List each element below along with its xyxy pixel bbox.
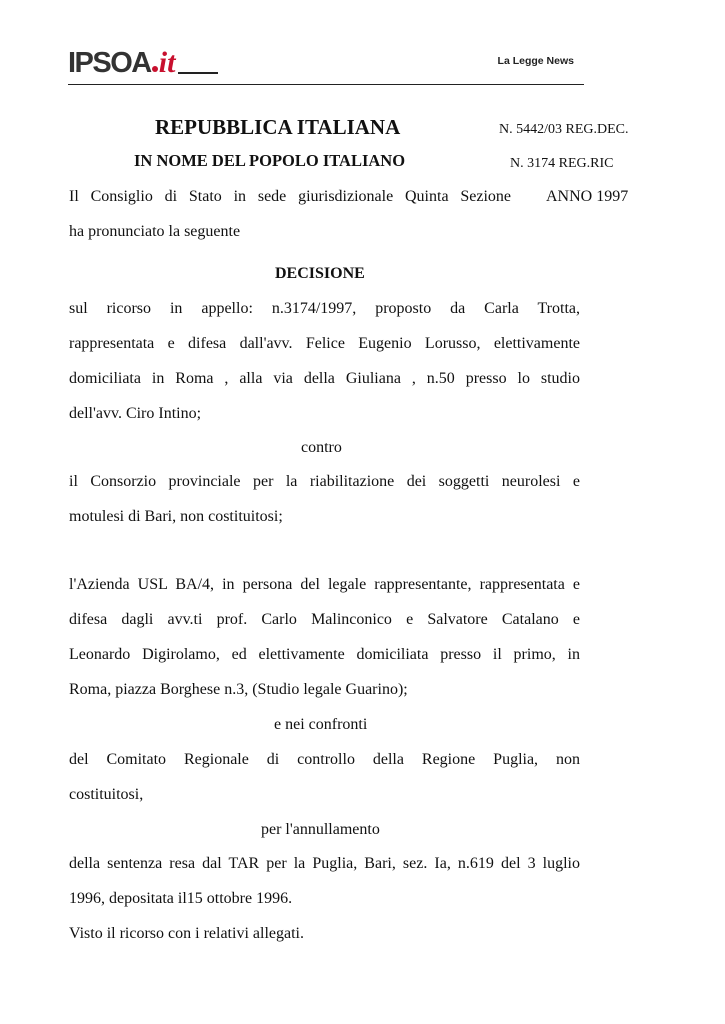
logo-dot-icon bbox=[152, 66, 158, 72]
paragraph-line: sul ricorso in appello: n.3174/1997, proposto da Carla Trotta, bbox=[69, 300, 580, 317]
paragraph-line: del Comitato Regionale di controllo della Regione Puglia, non bbox=[69, 751, 580, 768]
annullamento-label: per l'annullamento bbox=[261, 821, 380, 838]
anno-label: ANNO 1997 bbox=[546, 188, 629, 205]
paragraph-line: domiciliata in Roma , alla via della Giuliana , n.50 presso lo studio bbox=[69, 370, 580, 387]
paragraph-line: rappresentata e difesa dall'avv. Felice Eugenio Lorusso, elettivamente bbox=[69, 335, 580, 352]
paragraph-line: difesa dagli avv.ti prof. Carlo Malinconico e Salvatore Catalano e bbox=[69, 611, 580, 628]
ipsoa-logo bbox=[68, 44, 218, 78]
paragraph-line: della sentenza resa dal TAR per la Puglia, Bari, sez. Ia, n.619 del 3 luglio bbox=[69, 855, 580, 872]
confronti-label: e nei confronti bbox=[274, 716, 368, 733]
contro-label: contro bbox=[301, 439, 342, 456]
republic-title: REPUBBLICA ITALIANA bbox=[155, 115, 401, 139]
logo-text: IPSOA bbox=[68, 47, 151, 79]
page-header bbox=[68, 40, 584, 85]
decisione-heading: DECISIONE bbox=[275, 265, 365, 282]
paragraph-line: il Consorzio provinciale per la riabilitazione dei soggetti neurolesi e bbox=[69, 473, 580, 490]
paragraph-line: Roma, piazza Borghese n.3, (Studio legale Guarino); bbox=[69, 681, 408, 698]
logo-suffix: it bbox=[158, 46, 176, 79]
header-label: La Legge News bbox=[497, 55, 574, 67]
visto-line: Visto il ricorso con i relativi allegati. bbox=[69, 925, 304, 942]
consiglio-line: Il Consiglio di Stato in sede giurisdizionale Quinta Sezione bbox=[69, 188, 511, 205]
paragraph-line: l'Azienda USL BA/4, in persona del legale rappresentante, rappresentata e bbox=[69, 576, 580, 593]
reg-ric-number: N. 3174 REG.RIC bbox=[510, 156, 614, 171]
reg-dec-number: N. 5442/03 REG.DEC. bbox=[499, 122, 629, 137]
paragraph-line: motulesi di Bari, non costituitosi; bbox=[69, 508, 283, 525]
pronunciato-line: ha pronunciato la seguente bbox=[69, 223, 241, 240]
paragraph-line: 1996, depositata il15 ottobre 1996. bbox=[69, 890, 293, 907]
in-nome-title: IN NOME DEL POPOLO ITALIANO bbox=[134, 151, 406, 170]
paragraph-line: costituitosi, bbox=[69, 786, 144, 803]
paragraph-line: dell'avv. Ciro Intino; bbox=[69, 405, 202, 422]
paragraph-line: Leonardo Digirolamo, ed elettivamente domiciliata presso il primo, in bbox=[69, 646, 580, 663]
logo-underline bbox=[178, 72, 218, 74]
